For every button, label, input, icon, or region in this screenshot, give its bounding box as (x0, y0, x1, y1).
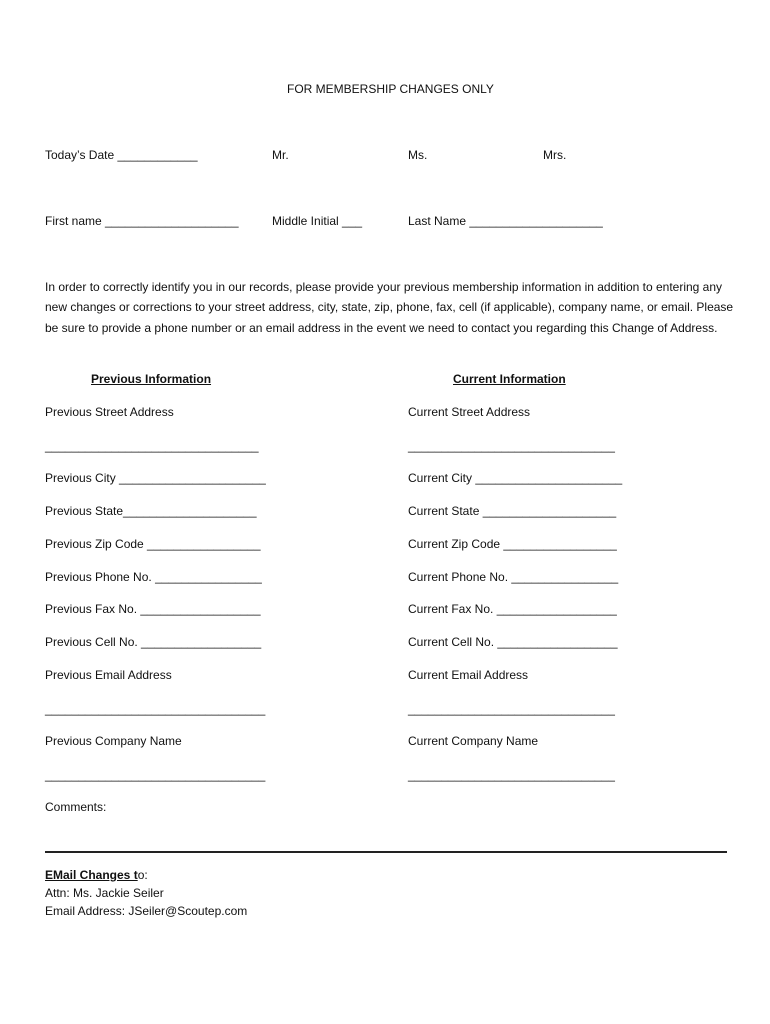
section-divider (45, 851, 727, 853)
previous-zip-field[interactable]: Previous Zip Code _________________ (45, 537, 261, 551)
last-name-field[interactable]: Last Name ____________________ (408, 214, 603, 228)
attn-line: Attn: Ms. Jackie Seiler (45, 886, 164, 900)
comments-label: Comments: (45, 800, 107, 814)
email-changes-tail: o: (137, 868, 148, 882)
contact-email-address: Email Address: JSeiler@Scoutep.com (45, 904, 248, 918)
intro-paragraph: In order to correctly identify you in our records, please provide your previous membership information in addition to entering any new changes or corrections to your street address, city, state, zip, phone, fax, cell (if applicable), company name, or email. Please be sure to provide a phone number or an email address in the event we need to contact you regarding this Change of Address. (45, 280, 734, 335)
previous-street-label: Previous Street Address (45, 405, 174, 419)
previous-cell-field[interactable]: Previous Cell No. __________________ (45, 635, 262, 649)
middle-initial-field[interactable]: Middle Initial ___ (272, 214, 363, 228)
title-mr-option[interactable]: Mr. (272, 148, 289, 162)
previous-email-line[interactable]: _________________________________ (45, 702, 266, 716)
title-ms-option[interactable]: Ms. (408, 148, 428, 162)
previous-street-line[interactable]: ________________________________ (45, 439, 259, 453)
current-company-line[interactable]: _______________________________ (408, 768, 615, 782)
current-company-label: Current Company Name (408, 734, 539, 748)
current-street-label: Current Street Address (408, 405, 531, 419)
previous-email-label: Previous Email Address (45, 668, 172, 682)
current-email-label: Current Email Address (408, 668, 529, 682)
previous-info-heading: Previous Information (91, 372, 212, 386)
previous-company-line[interactable]: _________________________________ (45, 768, 266, 782)
title-mrs-option[interactable]: Mrs. (543, 148, 567, 162)
current-street-line[interactable]: _______________________________ (408, 439, 615, 453)
current-email-line[interactable]: _______________________________ (408, 702, 615, 716)
todays-date-field[interactable]: Today’s Date ____________ (45, 148, 198, 162)
current-fax-field[interactable]: Current Fax No. __________________ (408, 602, 617, 616)
email-changes-main: EMail Changes t (45, 868, 138, 882)
page-title: FOR MEMBERSHIP CHANGES ONLY (287, 82, 494, 96)
email-changes-heading (45, 868, 148, 882)
previous-phone-field[interactable]: Previous Phone No. ________________ (45, 570, 262, 584)
previous-company-label: Previous Company Name (45, 734, 182, 748)
previous-city-field[interactable]: Previous City ______________________ (45, 471, 266, 485)
current-zip-field[interactable]: Current Zip Code _________________ (408, 537, 617, 551)
previous-state-field[interactable]: Previous State____________________ (45, 504, 257, 518)
current-cell-field[interactable]: Current Cell No. __________________ (408, 635, 618, 649)
previous-fax-field[interactable]: Previous Fax No. __________________ (45, 602, 261, 616)
current-state-field[interactable]: Current State ____________________ (408, 504, 617, 518)
current-phone-field[interactable]: Current Phone No. ________________ (408, 570, 619, 584)
current-city-field[interactable]: Current City ______________________ (408, 471, 623, 485)
first-name-field[interactable]: First name ____________________ (45, 214, 239, 228)
current-info-heading: Current Information (453, 372, 566, 386)
